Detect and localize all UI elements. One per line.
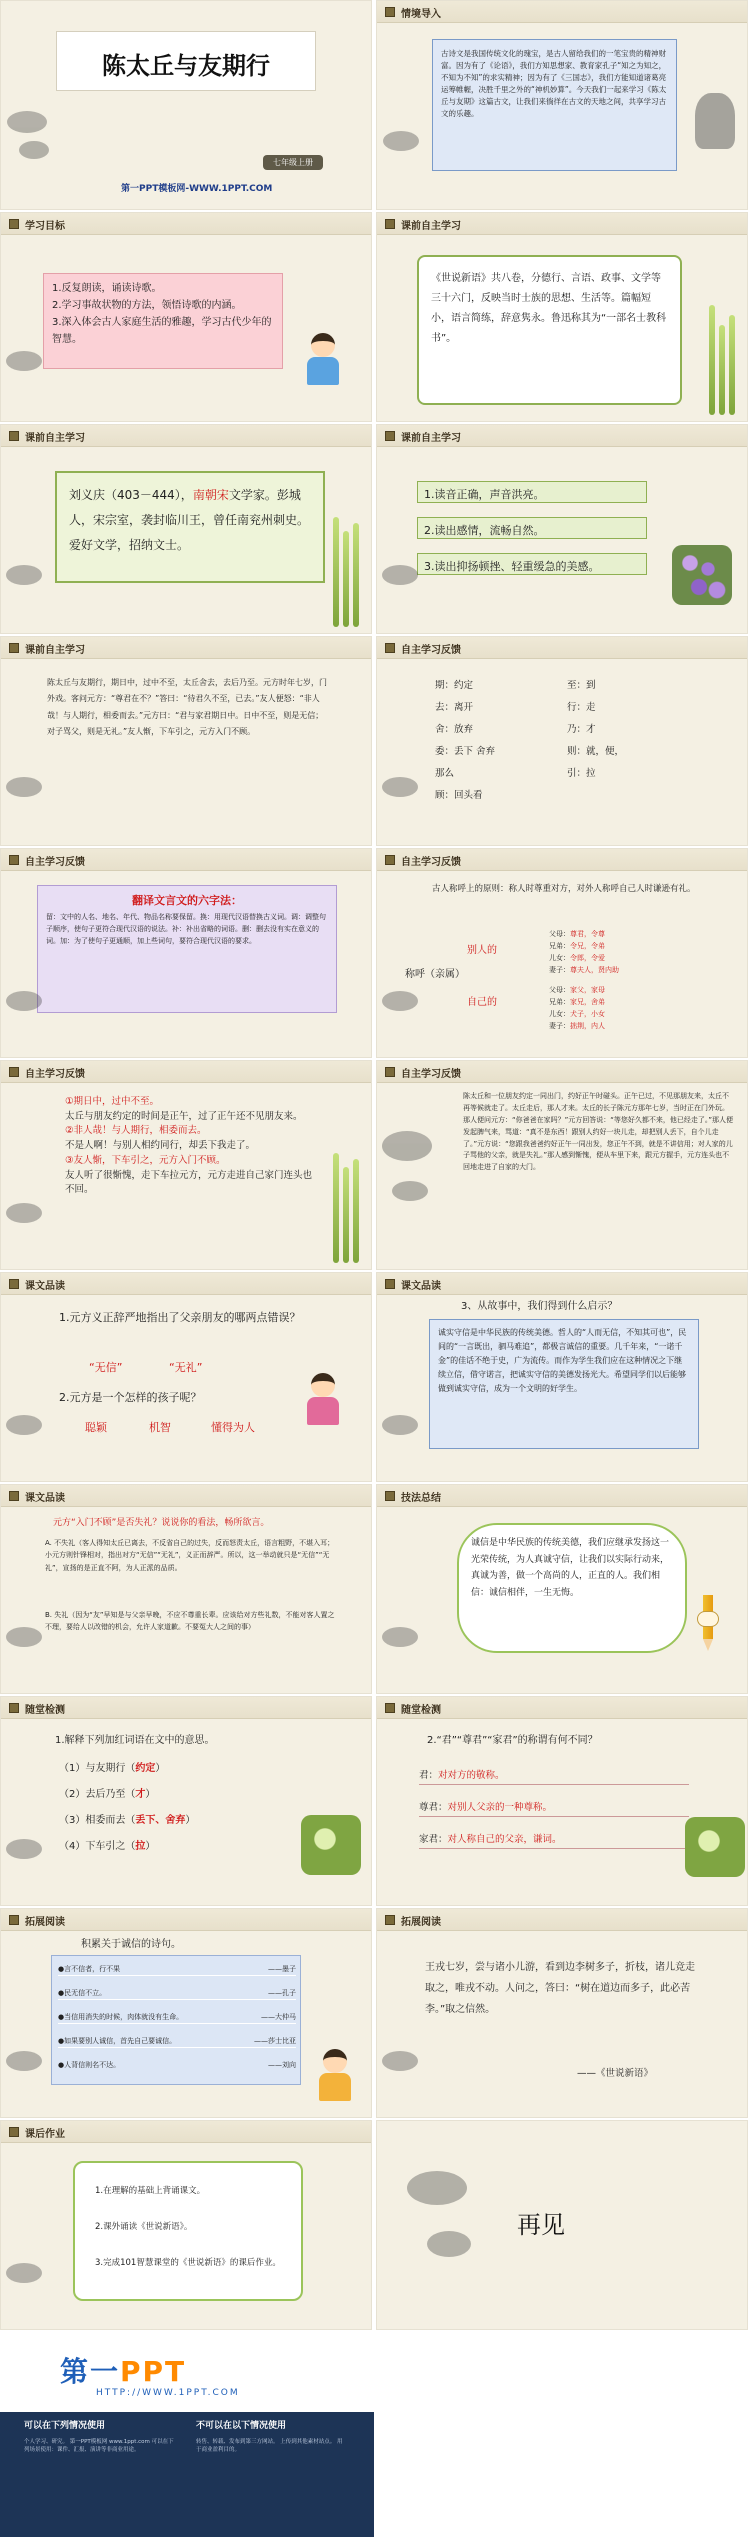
- slide-header: [377, 1697, 747, 1719]
- header-bullet-icon: [9, 1915, 19, 1925]
- slide-12-translation[interactable]: [376, 1060, 748, 1270]
- header-bullet-icon: [385, 643, 395, 653]
- header-bullet-icon: [9, 1279, 19, 1289]
- answer-2a: 聪颖: [85, 1421, 107, 1434]
- ink-lotus-decoration: [0, 755, 66, 845]
- slide-2-intro[interactable]: [376, 0, 748, 210]
- slide-20-story[interactable]: [376, 1908, 748, 2118]
- author-dynasty: 南朝宋: [192, 488, 229, 502]
- quiz-item: （2）去后乃至（才）: [59, 1789, 156, 1800]
- goal-item: 1.反复朗读，诵读诗歌。: [52, 283, 162, 294]
- header-bullet-icon: [385, 431, 395, 441]
- slide-header-title: 课后作业: [25, 2129, 65, 2140]
- slide-header-title: 自主学习反馈: [401, 1069, 461, 1080]
- intro-textbox: 古诗文是我国传统文化的瑰宝，是古人留给我们的一笔宝贵的精神财富。因为有了《论语》，我们方知思想家、教育家孔子“知之为知之，不知为不知”的求实精神；因为有了《三国志》，我们方能知道诸葛亮运筹帷幄，决胜千里之外的“神机妙算”。今天我们一起来学习《陈太丘与友期》这篇古文，让我们来徜徉在古文的天地之间，共享学习古文的乐趣。: [432, 39, 677, 171]
- full-translation: 陈太丘和一位朋友约定一同出门，约好正午时碰头。正午已过，不见那朋友来，太丘不再等候就走了。太丘走后，那人才来。太丘的长子陈元方那年七岁，当时正在门外玩。那人便问元方：“你爸爸在家吗？”元方回答说：“等您好久都不来，他已经走了。”那人便发起脾气来，骂道：“真不是东西！跟别人约好一块儿走，却把别人丢下，自个儿走了。”元方说：“您跟我爸爸约好正午一同出发，您正午不到，就是不讲信用；对人家的儿子骂他的父亲，就是失礼。”那人感到惭愧，便从车里下来，跟元方握手，元方连头也不回地走进了自家的大门。: [463, 1092, 734, 1172]
- homework-item: 3.完成101智慧课堂的《世说新语》的课后作业。: [95, 2258, 281, 2268]
- ink-lotus-decoration: [376, 755, 442, 845]
- ad-info-area: [0, 2412, 374, 2537]
- slide-header: [1, 1273, 371, 1295]
- book-intro-card: 《世说新语》共八卷，分德行、言语、政事、文学等三十六门，反映当时士族的思想、生活等。篇幅短小，语言简练，辞意隽永。鲁迅称其为“一部名士教科书”。: [417, 255, 682, 405]
- header-bullet-icon: [385, 219, 395, 229]
- ink-lotus-decoration: [0, 101, 69, 191]
- vocab-item: 至：到: [567, 680, 596, 691]
- slide-3-goals[interactable]: [0, 212, 372, 422]
- slide-header: [377, 213, 747, 235]
- quotes-title: 积累关于诚信的诗句。: [81, 1939, 181, 1950]
- thinking-kid-illustration: [301, 333, 345, 389]
- address-row: 父母：家父，家母: [549, 986, 605, 994]
- header-bullet-icon: [9, 1491, 19, 1501]
- site-url[interactable]: HTTP://WWW.1PPT.COM: [96, 2388, 240, 2398]
- header-bullet-icon: [385, 1279, 395, 1289]
- forbidden-use-text: 转售、转载、发布到第三方网站。 上传到其他素材站点。 用于商业盈利目的。: [196, 2439, 343, 2454]
- sentence-original: ②非人哉！与人期行，相委而去。: [65, 1125, 207, 1137]
- address-row: 父母：尊君，令尊: [549, 930, 605, 938]
- slide-header-title: 随堂检测: [401, 1705, 441, 1716]
- slide-22-goodbye[interactable]: [376, 2120, 748, 2330]
- slide-11-key-sentences[interactable]: [0, 1060, 372, 1270]
- reading-kid-illustration: [301, 1373, 345, 1429]
- slide-21-homework[interactable]: [0, 2120, 372, 2330]
- grade-badge: 七年级上册: [263, 155, 323, 170]
- slide-header-title: 拓展阅读: [25, 1917, 65, 1928]
- quote-item: ●言不信者，行不果 ——墨子: [58, 1964, 296, 1976]
- address-row: 兄弟：家兄，舍弟: [549, 998, 605, 1006]
- slide-header: [1, 1909, 371, 1931]
- header-bullet-icon: [9, 643, 19, 653]
- ink-lotus-decoration: [376, 2029, 442, 2118]
- slide-header-title: 技法总结: [401, 1493, 441, 1504]
- ink-lotus-decoration: [376, 543, 442, 633]
- quiz-item: （4）下车引之（拉）: [59, 1841, 156, 1852]
- slide-header-title: 学习目标: [25, 221, 65, 232]
- ad-panel[interactable]: [0, 2330, 374, 2537]
- site-logo[interactable]: 第一PPT: [60, 2355, 187, 2388]
- header-bullet-icon: [9, 1703, 19, 1713]
- goal-item: 2.学习事故状物的方法，领悟诗歌的内涵。: [52, 300, 242, 311]
- quiz-title: 2.“君”“尊君”“家君”的称谓有何不同？: [427, 1735, 598, 1746]
- quote-item: ●人背信则名不达。 ——刘向: [58, 2061, 296, 2069]
- requirement-item: 3.读出抑扬顿挫、轻重缓急的美感。: [417, 553, 647, 575]
- method-box: [37, 885, 337, 1013]
- pencil-mascot-illustration: [695, 1595, 721, 1655]
- header-bullet-icon: [9, 2127, 19, 2137]
- sentence-original: ③友人惭，下车引之，元方入门不顾。: [65, 1154, 226, 1166]
- slide-header-title: 自主学习反馈: [25, 857, 85, 868]
- slide-9-translation-method[interactable]: [0, 848, 372, 1058]
- vocab-item: 那么: [435, 768, 455, 779]
- self-label: 自己的: [467, 997, 497, 1008]
- ink-cat-decoration: [695, 93, 735, 149]
- address-label: 称呼（亲属）: [405, 969, 465, 980]
- vocab-item: 行：走: [567, 702, 596, 713]
- slide-header-title: 自主学习反馈: [401, 857, 461, 868]
- homework-item: 1.在理解的基础上背诵课文。: [95, 2186, 206, 2196]
- method-title: 翻译文言文的六字法：: [132, 894, 242, 907]
- empty-area: [376, 2330, 750, 2537]
- answer-1b: “无礼”: [169, 1361, 203, 1374]
- vocab-item: 期：约定: [435, 680, 474, 691]
- slide-header-title: 课文品读: [25, 1281, 65, 1292]
- sentence-translation: 友人听了很惭愧，走下车拉元方，元方走进自己家门连头也不回。: [65, 1169, 313, 1196]
- plant-illustration: [301, 1815, 361, 1875]
- slide-header: [377, 1273, 747, 1295]
- slide-8-vocab[interactable]: [376, 636, 748, 846]
- slide-header: [1, 849, 371, 871]
- ink-lotus-decoration: [0, 2241, 66, 2330]
- vocab-item: 乃：才: [567, 724, 596, 735]
- slide-header: [1, 637, 371, 659]
- ink-lotus-decoration: [0, 329, 66, 419]
- vocab-item: 去：离开: [435, 702, 474, 713]
- ink-lotus-decoration: [376, 1393, 442, 1482]
- title-card: [56, 31, 316, 91]
- ink-lotus-decoration: [0, 1605, 66, 1694]
- address-row: 儿女：犬子，小女: [549, 1010, 605, 1018]
- header-bullet-icon: [385, 1915, 395, 1925]
- slide-1-title[interactable]: [0, 0, 372, 210]
- ink-lotus-decoration: [0, 1393, 66, 1482]
- slide-header-title: 自主学习反馈: [25, 1069, 85, 1080]
- quote-item: ●民无信不立。 ——孔子: [58, 1988, 296, 2000]
- slide-header-title: 拓展阅读: [401, 1917, 441, 1928]
- slide-4-book-intro[interactable]: [376, 212, 748, 422]
- goal-item: 3.深入体会古人家庭生活的雅趣，学习古代少年的智慧。: [52, 317, 272, 345]
- header-bullet-icon: [9, 1067, 19, 1077]
- slide-header: [377, 1, 747, 23]
- slide-header: [377, 1061, 747, 1083]
- quiz-answer-row: 家君：对人称自己的父亲，谦词。: [419, 1833, 689, 1849]
- address-row: 妻子：拙荆，内人: [549, 1022, 605, 1030]
- slide-footer: 第一PPT模板网-WWW.1PPT.COM: [121, 184, 273, 194]
- header-bullet-icon: [9, 219, 19, 229]
- slide-header: [1, 2121, 371, 2143]
- vocab-item: 舍：放弃: [435, 724, 474, 735]
- slide-19-extended-reading[interactable]: [0, 1908, 372, 2118]
- header-bullet-icon: [9, 431, 19, 441]
- question-2: 2.元方是一个怎样的孩子呢？: [59, 1391, 202, 1404]
- allowed-use-text: 个人学习、研究。 第一PPT模板网 www.1ppt.com 可以在下列场景使用：课件、汇报、演讲等非商业用途。: [24, 2439, 174, 2454]
- slide-5-author[interactable]: [0, 424, 372, 634]
- author-desc: 文学家。彭城人，宋宗室，袭封临川王，曾任南兖州刺史。爱好文学，招纳文士。: [69, 488, 310, 553]
- goodbye-text: 再见: [517, 2211, 565, 2239]
- slide-header: [1, 1061, 371, 1083]
- discussion-answer-a: A. 不失礼（客人得知太丘已离去，不反省自己的过失，反而怒责太丘，语言粗野，不堪入耳；小元方则针锋相对，指出对方“无信”“无礼”，义正而辞严。所以，这一举动就只是“无信”“无礼”，宣扬的是正直不阿，为人正派的品质。: [45, 1539, 335, 1572]
- slide-14-lesson[interactable]: [376, 1272, 748, 1482]
- classical-text: 陈太丘与友期行，期日中，过中不至，太丘舍去，去后乃至。元方时年七岁，门外戏。客问元方：“尊君在不？”答曰：“待君久不至，已去。”友人便怒：“非人哉！与人期行，相委而去。”元方曰：“君与家君期日中。日中不至，则是无信；对子骂父，则是无礼。”友人惭，下车引之，元方入门不顾。: [47, 678, 327, 737]
- goals-box: [43, 273, 283, 369]
- slide-header-title: 情境导入: [401, 9, 441, 20]
- sentence-translation: 不是人啊！与别人相约同行，却丢下我走了。: [65, 1140, 256, 1152]
- quiz-answer-row: 君：对对方的敬称。: [419, 1769, 689, 1785]
- ink-lotus-decoration: [0, 543, 66, 633]
- method-text: 留：文中的人名、地名、年代、物品名称要保留。换：用现代汉语替换古义词。调：调整句子顺序，使句子更符合现代汉语的说法。补：补出省略的词语。删：删去没有实在意义的词。加：为了使句子更通顺，加上些词句，要符合现代汉语的要求。: [46, 913, 326, 945]
- ink-lotus-decoration: [376, 111, 443, 201]
- header-bullet-icon: [9, 855, 19, 865]
- slide-17-quiz-1[interactable]: [0, 1696, 372, 1906]
- quote-item: ●如果要别人诚信，首先自己要诚信。 ——莎士比亚: [58, 2036, 296, 2048]
- lesson-question: 3、从故事中，我们得到什么启示？: [461, 1301, 618, 1312]
- quiz-answer-row: 尊君：对别人父亲的一种尊称。: [419, 1801, 689, 1817]
- author-name: 刘义庆（403－444），: [69, 488, 193, 502]
- allowed-use-title: 可以在下列情况使用: [24, 2421, 106, 2431]
- flowers-illustration: [672, 545, 732, 605]
- answer-1a: “无信”: [89, 1361, 123, 1374]
- ink-lotus-decoration: [376, 1605, 442, 1694]
- slide-header-title: 课前自主学习: [25, 433, 85, 444]
- answer-2c: 懂得为人: [211, 1421, 255, 1434]
- bamboo-decoration: [329, 1143, 365, 1263]
- vocab-item: 委：丢下 舍弃: [435, 746, 496, 757]
- quiz-item: （1）与友期行（约定）: [59, 1763, 166, 1774]
- slide-6-reading-requirements[interactable]: [376, 424, 748, 634]
- quotes-box: [51, 1955, 301, 2085]
- sentence-original: ①期日中，过中不至。: [65, 1096, 160, 1107]
- vocab-item: 则：就，便，: [567, 746, 625, 757]
- address-row: 妻子：尊夫人，贤内助: [549, 966, 619, 974]
- slide-header: [377, 637, 747, 659]
- slide-header: [377, 425, 747, 447]
- plant-illustration: [685, 1817, 745, 1877]
- slide-header-title: 课文品读: [25, 1493, 65, 1504]
- slide-header-title: 自主学习反馈: [401, 645, 461, 656]
- sentence-list: [65, 1095, 315, 1198]
- ink-lotus-decoration: [397, 2141, 507, 2311]
- others-label: 别人的: [467, 945, 497, 956]
- slide-header-title: 课文品读: [401, 1281, 441, 1292]
- slide-13-reading-q[interactable]: [0, 1272, 372, 1482]
- quote-item: ●当信用消失的时候，肉体就没有生命。 ——大仲马: [58, 2012, 296, 2024]
- header-bullet-icon: [385, 7, 395, 17]
- header-bullet-icon: [385, 855, 395, 865]
- slide-header: [1, 213, 371, 235]
- slide-16-summary[interactable]: [376, 1484, 748, 1694]
- requirement-item: 1.读音正确，声音洪亮。: [417, 481, 647, 503]
- homework-item: 2.课外诵读《世说新语》。: [95, 2222, 193, 2232]
- header-bullet-icon: [385, 1491, 395, 1501]
- slide-header-title: 课前自主学习: [25, 645, 85, 656]
- sentence-translation: 太丘与朋友约定的时间是正午，过了正午还不见朋友来。: [65, 1110, 303, 1122]
- ink-lotus-decoration: [376, 1091, 452, 1251]
- header-bullet-icon: [385, 1067, 395, 1077]
- quiz-item: （3）相委而去（丢下、舍弃）: [59, 1815, 196, 1826]
- slide-header: [1, 425, 371, 447]
- slide-18-quiz-2[interactable]: [376, 1696, 748, 1906]
- ink-lotus-decoration: [0, 1817, 66, 1906]
- ink-lotus-decoration: [376, 969, 442, 1058]
- ink-lotus-decoration: [0, 1181, 66, 1270]
- forbidden-use-title: 不可以在以下情况使用: [196, 2421, 287, 2431]
- ink-lotus-decoration: [0, 2029, 66, 2118]
- slide-15-discussion[interactable]: [0, 1484, 372, 1694]
- story-text: 王戎七岁，尝与诸小儿游，看到边李树多子，折枝，诸儿竞走取之，唯戎不动。人问之，答曰：“树在道边而多子，此必苦李。”取之信然。: [425, 1962, 695, 2015]
- summary-bubble: 诚信是中华民族的传统美德，我们应继承发扬这一光荣传统，为人真诚守信，让我们以实际行动来，真诚为善，做一个高尚的人，正直的人。我们相信：诚信相伴，一生无悔。: [457, 1523, 687, 1653]
- author-box: [55, 471, 325, 583]
- header-bullet-icon: [385, 1703, 395, 1713]
- story-source: ——《世说新语》: [577, 2068, 654, 2079]
- slide-header: [1, 1697, 371, 1719]
- quiz-title: 1.解释下列加红词语在文中的意思。: [55, 1735, 215, 1746]
- question-1: 1.元方义正辞严地指出了父亲朋友的哪两点错误？: [59, 1311, 301, 1324]
- address-row: 儿女：令郎，令爱: [549, 954, 605, 962]
- homework-card: [73, 2161, 303, 2301]
- slide-header: [377, 849, 747, 871]
- slide-header-title: 随堂检测: [25, 1705, 65, 1716]
- discussion-question: 元方“入门不顾”是否失礼？说说你的看法，畅所欲言。: [53, 1518, 270, 1528]
- answer-2b: 机智: [149, 1421, 171, 1434]
- slide-header: [377, 1909, 747, 1931]
- bamboo-decoration: [329, 507, 365, 627]
- address-row: 兄弟：令兄，令弟: [549, 942, 605, 950]
- lesson-textbox: 诚实守信是中华民族的传统美德。哲人的“人而无信，不知其可也”，民间的“一言既出，驷马难追”，都极言诚信的重要。几千年来，“一诺千金”的佳话不绝于史，广为流传。而作为学生我们应在这种情况之下继续立信，借守诺言，把诚实守信的美德发扬光大。希望同学们以后能够做到诚实守信，成为一个文明的好学生。: [429, 1319, 699, 1449]
- discussion-answer-b: B. 失礼（因为“友”早知是与父亲早晚，不应不尊重长辈。应该给对方些礼数，不能对客人置之不理，要给人以改错的机会，允许人家道歉。不要冤大人之间的事）: [45, 1611, 335, 1632]
- address-principle: 古人称呼上的原则：称人时尊重对方，对外人称呼自己人时谦逊有礼。: [432, 884, 696, 894]
- slide-title: 陈太丘与友期行: [102, 51, 270, 80]
- requirement-item: 2.读出感情，流畅自然。: [417, 517, 647, 539]
- slide-header-title: 课前自主学习: [401, 221, 461, 232]
- slide-header-title: 课前自主学习: [401, 433, 461, 444]
- slide-7-text[interactable]: [0, 636, 372, 846]
- vocab-item: 引：拉: [567, 768, 596, 779]
- bamboo-decoration: [705, 295, 741, 415]
- slide-header: [377, 1485, 747, 1507]
- slide-10-address-terms[interactable]: [376, 848, 748, 1058]
- vocab-item: 顾：回头看: [435, 790, 483, 801]
- slide-header: [1, 1485, 371, 1507]
- reading-kid-illustration: [313, 2049, 357, 2105]
- ink-lotus-decoration: [0, 969, 66, 1058]
